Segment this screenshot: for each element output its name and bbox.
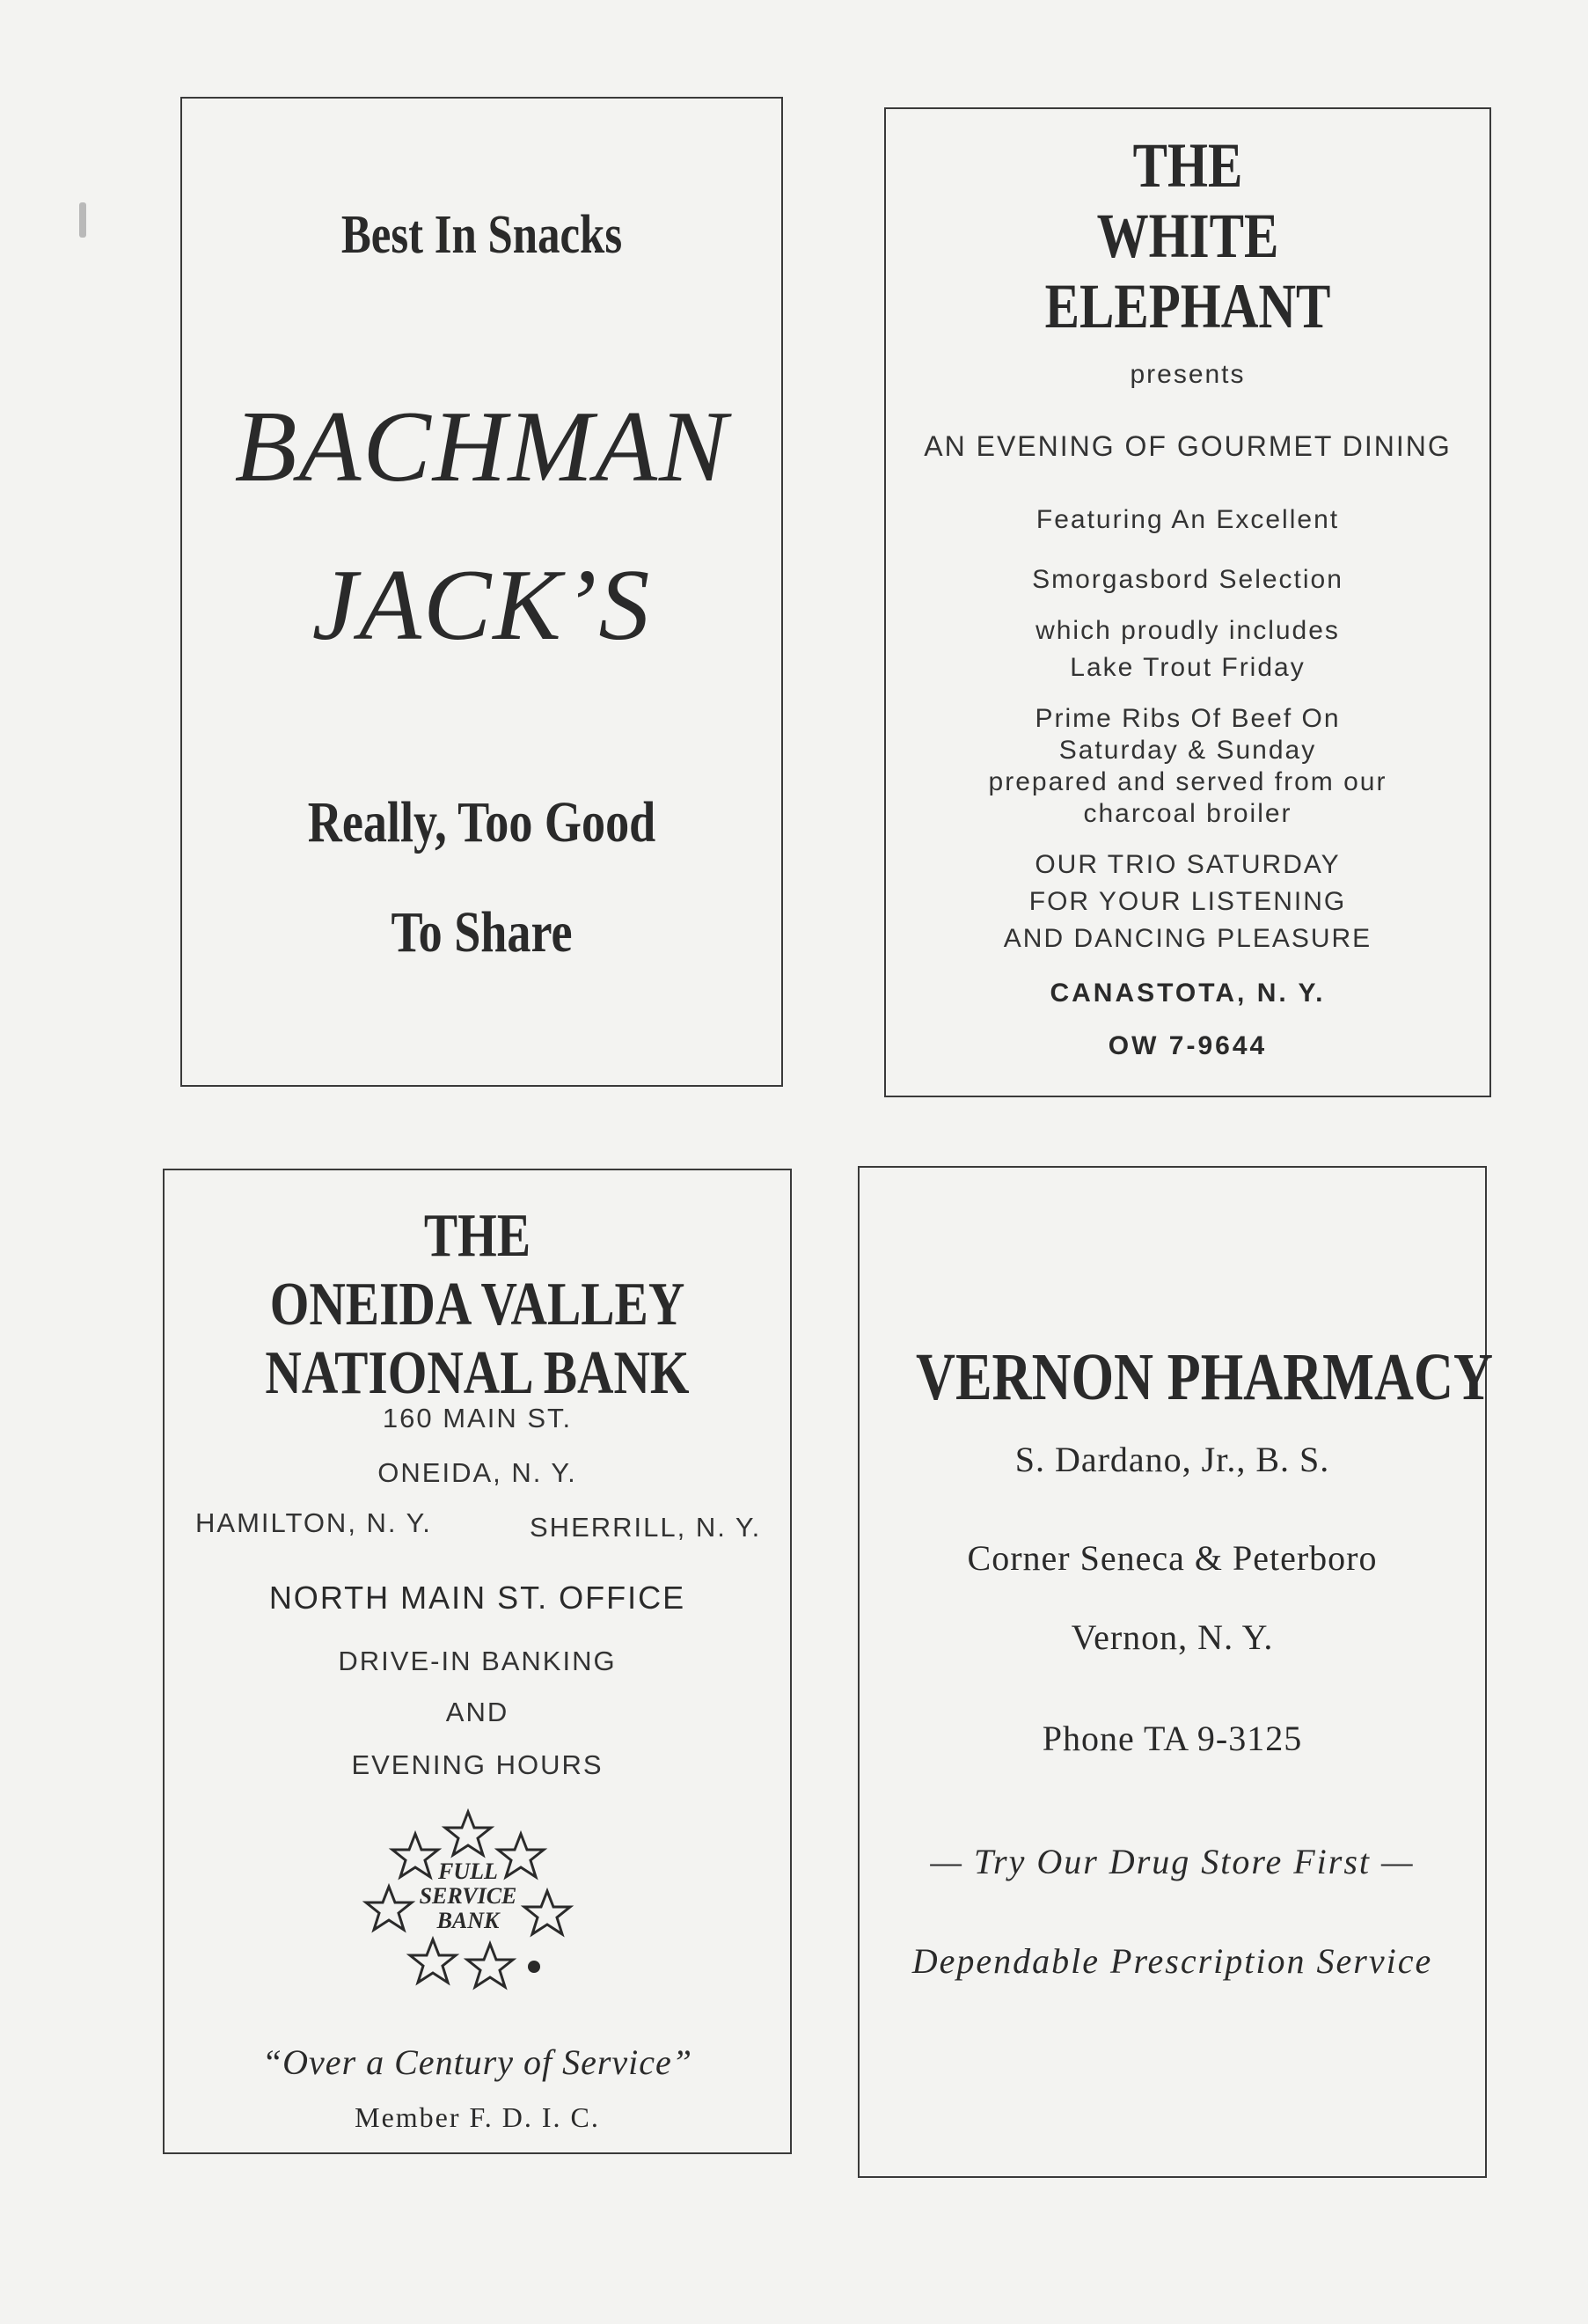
music-line1: OUR TRIO SATURDAY [1035, 850, 1341, 879]
brand-name-line2: JACK’S [311, 549, 652, 662]
feature-line5: Prime Ribs Of Beef On [1035, 704, 1341, 733]
owner: S. Dardano, Jr., B. S. [1014, 1440, 1330, 1479]
phone: Phone TA 9-3125 [1042, 1719, 1303, 1758]
ad-oneida-valley-bank [163, 1169, 792, 2154]
star-icon [467, 1944, 513, 1987]
presents-text: presents [1130, 360, 1246, 389]
slogan-line2: To Share [391, 900, 573, 964]
feature-line3: which proudly includes [1035, 616, 1340, 645]
full-service-bank-logo [354, 1808, 582, 1998]
star-icon [498, 1834, 544, 1877]
ad-bachman-jacks [180, 97, 783, 1087]
title-line1: THE [1132, 130, 1243, 201]
title-line3: ELEPHANT [1044, 271, 1331, 341]
star-icon [366, 1887, 412, 1930]
prescription-service: Dependable Prescription Service [911, 1941, 1433, 1981]
ad-vernon-pharmacy [858, 1166, 1494, 2178]
town: Vernon, N. Y. [1071, 1617, 1274, 1657]
fdic-member: Member F. D. I. C. [355, 2101, 600, 2133]
star-icon [410, 1939, 456, 1983]
ad-white-elephant [884, 107, 1491, 1097]
service-line3: EVENING HOURS [351, 1749, 604, 1780]
tagline: Best In Snacks [340, 205, 623, 265]
branch-sherrill: SHERRILL, N. Y. [530, 1512, 762, 1543]
office: NORTH MAIN ST. OFFICE [268, 1580, 686, 1616]
title-line2: ONEIDA VALLEY [269, 1271, 685, 1338]
logo-text-line2: SERVICE [419, 1883, 517, 1909]
feature-line1: Featuring An Excellent [1035, 505, 1340, 534]
feature-line7: prepared and served from our [988, 767, 1387, 796]
branch-hamilton: HAMILTON, N. Y. [195, 1507, 432, 1538]
feature-line4: Lake Trout Friday [1070, 653, 1306, 682]
address-corner: Corner Seneca & Peterboro [967, 1538, 1378, 1578]
scan-mark [79, 202, 86, 238]
headline: AN EVENING OF GOURMET DINING [924, 430, 1452, 462]
pharmacy-title: VERNON PHARMACY [915, 1340, 1494, 1414]
service-line1: DRIVE-IN BANKING [338, 1646, 617, 1676]
brand-name-line1: BACHMAN [234, 391, 729, 503]
music-line2: FOR YOUR LISTENING [1028, 887, 1347, 916]
address: 160 MAIN ST. [382, 1403, 573, 1433]
service-line2: AND [445, 1697, 509, 1727]
feature-line6: Saturday & Sunday [1058, 736, 1317, 765]
city: ONEIDA, N. Y. [377, 1457, 577, 1488]
star-icon [524, 1891, 570, 1934]
title-line1: THE [423, 1202, 531, 1270]
phone: OW 7-9644 [1108, 1031, 1268, 1060]
music-line3: AND DANCING PLEASURE [1003, 924, 1372, 953]
feature-line2: Smorgasbord Selection [1032, 565, 1343, 594]
title-line2: WHITE [1096, 201, 1279, 271]
logo-text-line3: BANK [436, 1908, 500, 1933]
slogan-line1: Really, Too Good [307, 790, 656, 854]
slogan: — Try Our Drug Store First — [930, 1842, 1415, 1881]
star-icon [445, 1812, 491, 1855]
title-line3: NATIONAL BANK [265, 1339, 690, 1407]
logo-text-line1: FULL [438, 1858, 498, 1884]
location: CANASTOTA, N. Y. [1050, 979, 1326, 1008]
star-icon [392, 1834, 438, 1877]
feature-line8: charcoal broiler [1083, 799, 1292, 828]
motto: “Over a Century of Service” [261, 2042, 693, 2082]
dot-icon [528, 1961, 540, 1973]
